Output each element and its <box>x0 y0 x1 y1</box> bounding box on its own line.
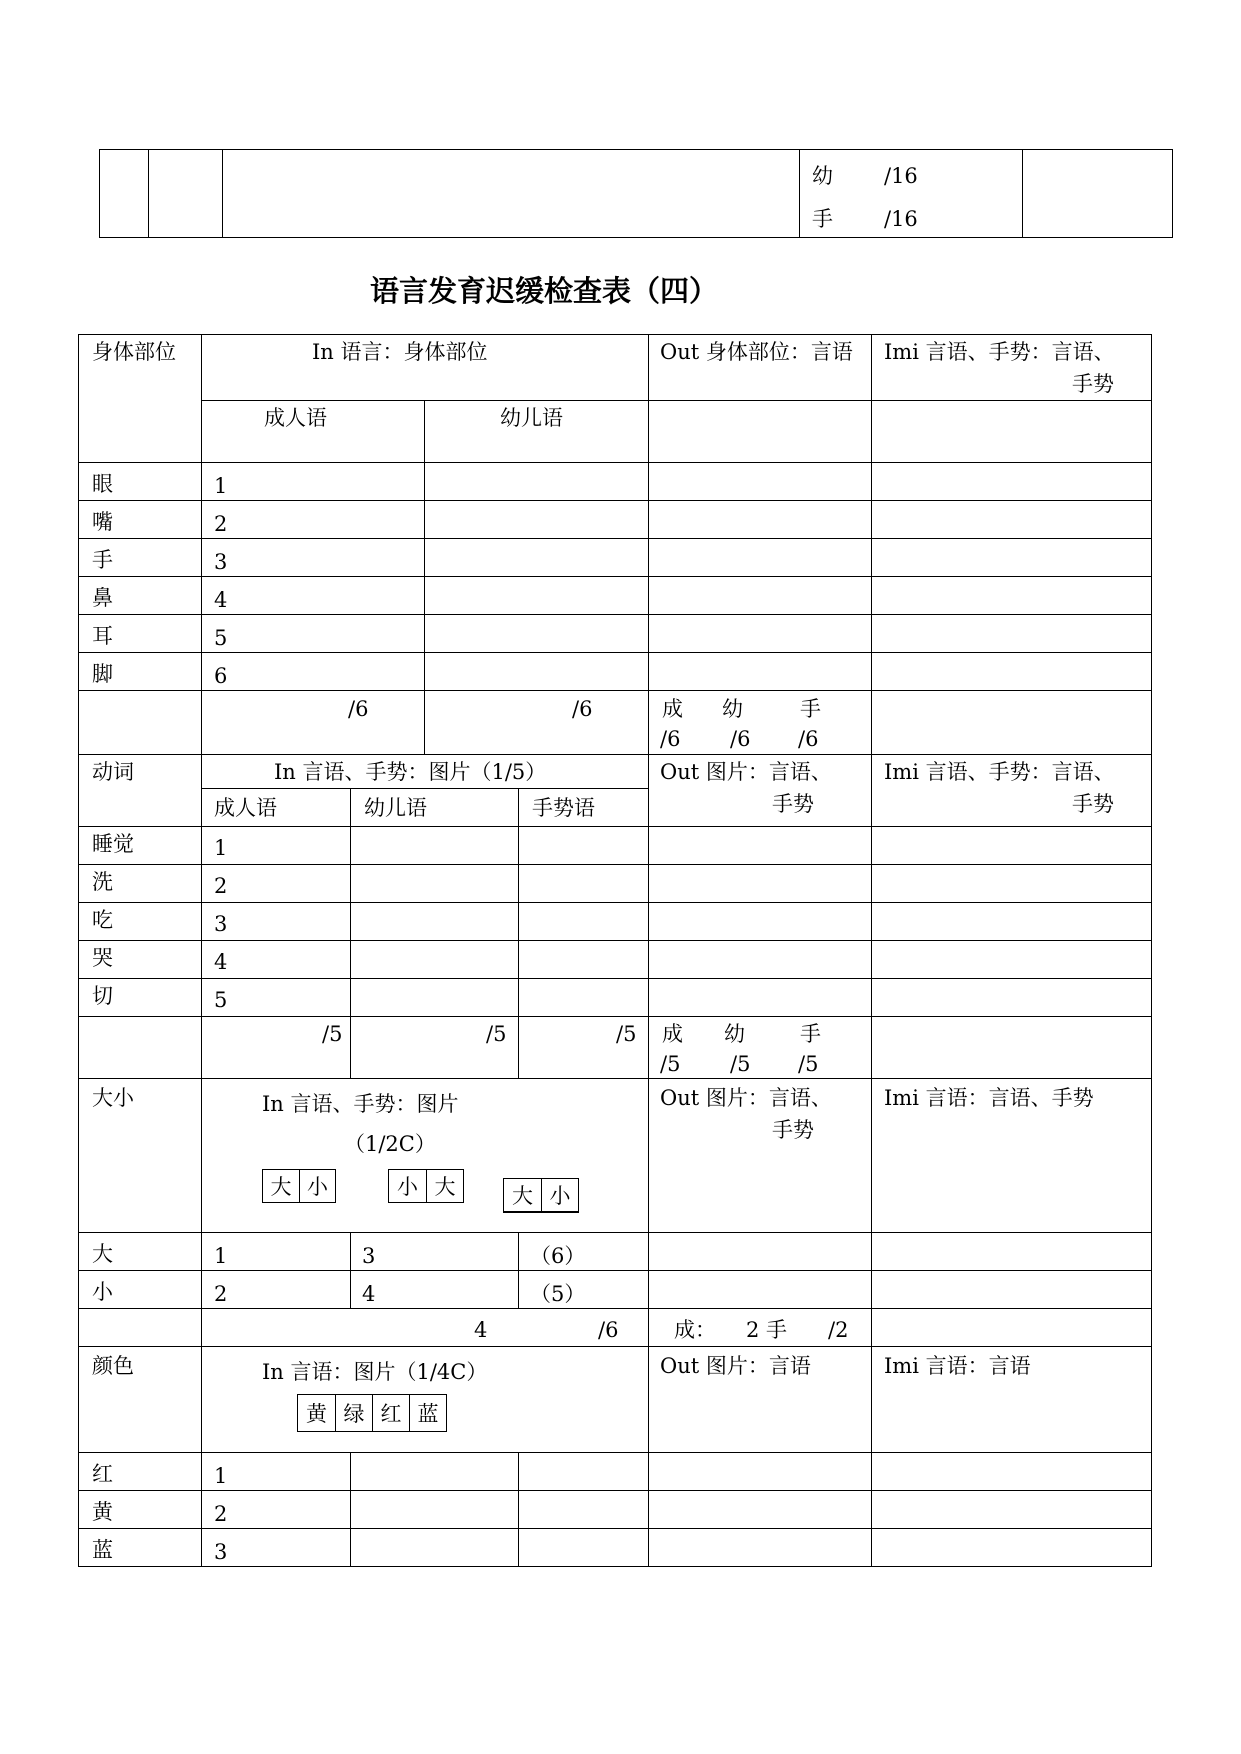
verbs-out-total-val: /5 <box>730 1052 751 1076</box>
size-out-header: Out 图片：言语、 <box>660 1086 832 1110</box>
size-row-c1: 2 <box>214 1282 228 1306</box>
color-card-swatch: 黄 <box>306 1402 327 1426</box>
size-out-total-b: 2 手 <box>746 1318 788 1342</box>
size-row-name: 大 <box>92 1242 113 1266</box>
body-parts-imi-header-2: 手势 <box>1072 372 1114 396</box>
body-part-name: 眼 <box>92 472 113 496</box>
body-parts-out-header: Out 身体部位：言语 <box>660 340 853 364</box>
verb-num: 5 <box>214 988 228 1012</box>
body-part-name: 脚 <box>92 662 113 686</box>
color-imi-header: Imi 言语：言语 <box>884 1354 1031 1378</box>
top-line1-val: /16 <box>884 164 918 188</box>
size-row-c3: （5） <box>530 1282 586 1306</box>
body-parts-out-total-val: /6 <box>730 727 751 751</box>
size-in-header-2: （1/2C） <box>344 1132 436 1156</box>
verb-name: 切 <box>92 984 113 1008</box>
color-row-name: 黄 <box>92 1500 113 1524</box>
body-parts-label: 身体部位 <box>92 340 176 364</box>
size-out-header-2: 手势 <box>772 1118 814 1142</box>
size-card <box>388 1169 464 1203</box>
verbs-out-total-label: 手 <box>800 1022 821 1046</box>
body-parts-out-total-label: 手 <box>800 697 821 721</box>
verb-num: 3 <box>214 912 228 936</box>
color-row-num: 2 <box>214 1502 228 1526</box>
body-part-num: 5 <box>214 626 228 650</box>
size-card-right: 小 <box>549 1184 571 1208</box>
verbs-label: 动词 <box>92 760 134 784</box>
verbs-sub-adult: 成人语 <box>214 796 277 820</box>
size-row-c2: 3 <box>362 1244 376 1268</box>
body-part-name: 鼻 <box>92 586 113 610</box>
size-out-total-a: 成： <box>674 1318 716 1342</box>
body-parts-sub-adult: 成人语 <box>264 406 327 430</box>
verb-name: 吃 <box>92 908 113 932</box>
body-parts-total-child: /6 <box>572 697 593 721</box>
verbs-sub-child: 幼儿语 <box>364 796 427 820</box>
color-row-name: 红 <box>92 1462 113 1486</box>
size-card <box>262 1169 336 1203</box>
verb-num: 1 <box>214 836 228 860</box>
verb-num: 2 <box>214 874 228 898</box>
verbs-out-total-label: 成 <box>662 1022 683 1046</box>
body-parts-total-adult: /6 <box>348 697 369 721</box>
size-card-left: 大 <box>512 1184 533 1208</box>
verbs-total-gesture: /5 <box>616 1022 637 1046</box>
body-parts-out-total-label: 幼 <box>722 697 743 721</box>
top-line1-char: 幼 <box>812 164 833 188</box>
color-in-header: In 言语：图片（1/4C） <box>262 1360 488 1384</box>
body-part-name: 嘴 <box>92 510 113 534</box>
body-parts-out-total-val: /6 <box>798 727 819 751</box>
body-part-num: 1 <box>214 474 228 498</box>
size-imi-header: Imi 言语：言语、手势 <box>884 1086 1094 1110</box>
verbs-in-header: In 言语、手势：图片（1/5） <box>274 760 547 784</box>
top-line2-val: /16 <box>884 207 918 231</box>
color-card-swatch: 绿 <box>343 1402 365 1426</box>
verbs-out-total-val: /5 <box>798 1052 819 1076</box>
body-parts-out-total-label: 成 <box>662 697 683 721</box>
size-row-c2: 4 <box>362 1282 376 1306</box>
body-part-num: 6 <box>214 664 228 688</box>
verbs-out-total-label: 幼 <box>724 1022 745 1046</box>
color-row-name: 蓝 <box>92 1538 113 1562</box>
verb-name: 哭 <box>92 946 113 970</box>
color-label: 颜色 <box>92 1354 134 1378</box>
size-row-c1: 1 <box>214 1244 228 1268</box>
color-card-swatch: 蓝 <box>417 1402 439 1426</box>
size-total-num: 4 <box>474 1318 488 1342</box>
verbs-out-header-2: 手势 <box>772 792 814 816</box>
body-parts-imi-header: Imi 言语、手势：言语、 <box>884 340 1115 364</box>
size-row-name: 小 <box>92 1280 113 1304</box>
size-in-header: In 言语、手势：图片 <box>262 1092 459 1116</box>
top-line2-char: 手 <box>812 207 833 231</box>
verb-name: 睡觉 <box>92 832 134 856</box>
verb-name: 洗 <box>92 870 113 894</box>
size-card-left: 大 <box>270 1175 292 1199</box>
page-title: 语言发育迟缓检查表（四） <box>370 274 719 308</box>
verbs-imi-header-2: 手势 <box>1072 792 1114 816</box>
body-part-name: 手 <box>92 548 113 572</box>
size-card-right: 大 <box>434 1175 456 1199</box>
verb-num: 4 <box>214 950 228 974</box>
verbs-total-adult: /5 <box>322 1022 343 1046</box>
size-row-c3: （6） <box>530 1244 586 1268</box>
verbs-sub-gesture: 手势语 <box>532 796 595 820</box>
body-part-name: 耳 <box>92 624 113 648</box>
size-out-total-c: /2 <box>828 1318 849 1342</box>
size-card-right: 小 <box>307 1175 328 1199</box>
size-card-left: 小 <box>397 1175 418 1199</box>
verbs-out-header: Out 图片：言语、 <box>660 760 832 784</box>
body-parts-sub-child: 幼儿语 <box>500 406 563 430</box>
size-card <box>503 1178 579 1213</box>
size-total-den: /6 <box>598 1318 619 1342</box>
color-row-num: 3 <box>214 1540 228 1564</box>
color-row-num: 1 <box>214 1464 228 1488</box>
color-card <box>297 1394 447 1432</box>
color-card-swatch: 红 <box>380 1402 402 1426</box>
body-parts-in-header: In 语言：身体部位 <box>312 340 488 364</box>
verbs-total-child: /5 <box>486 1022 507 1046</box>
verbs-out-total-val: /5 <box>660 1052 681 1076</box>
color-out-header: Out 图片：言语 <box>660 1354 811 1378</box>
verbs-imi-header: Imi 言语、手势：言语、 <box>884 760 1115 784</box>
body-part-num: 2 <box>214 512 228 536</box>
body-part-num: 3 <box>214 550 228 574</box>
size-label: 大小 <box>92 1086 134 1110</box>
body-parts-out-total-val: /6 <box>660 727 681 751</box>
body-part-num: 4 <box>214 588 228 612</box>
